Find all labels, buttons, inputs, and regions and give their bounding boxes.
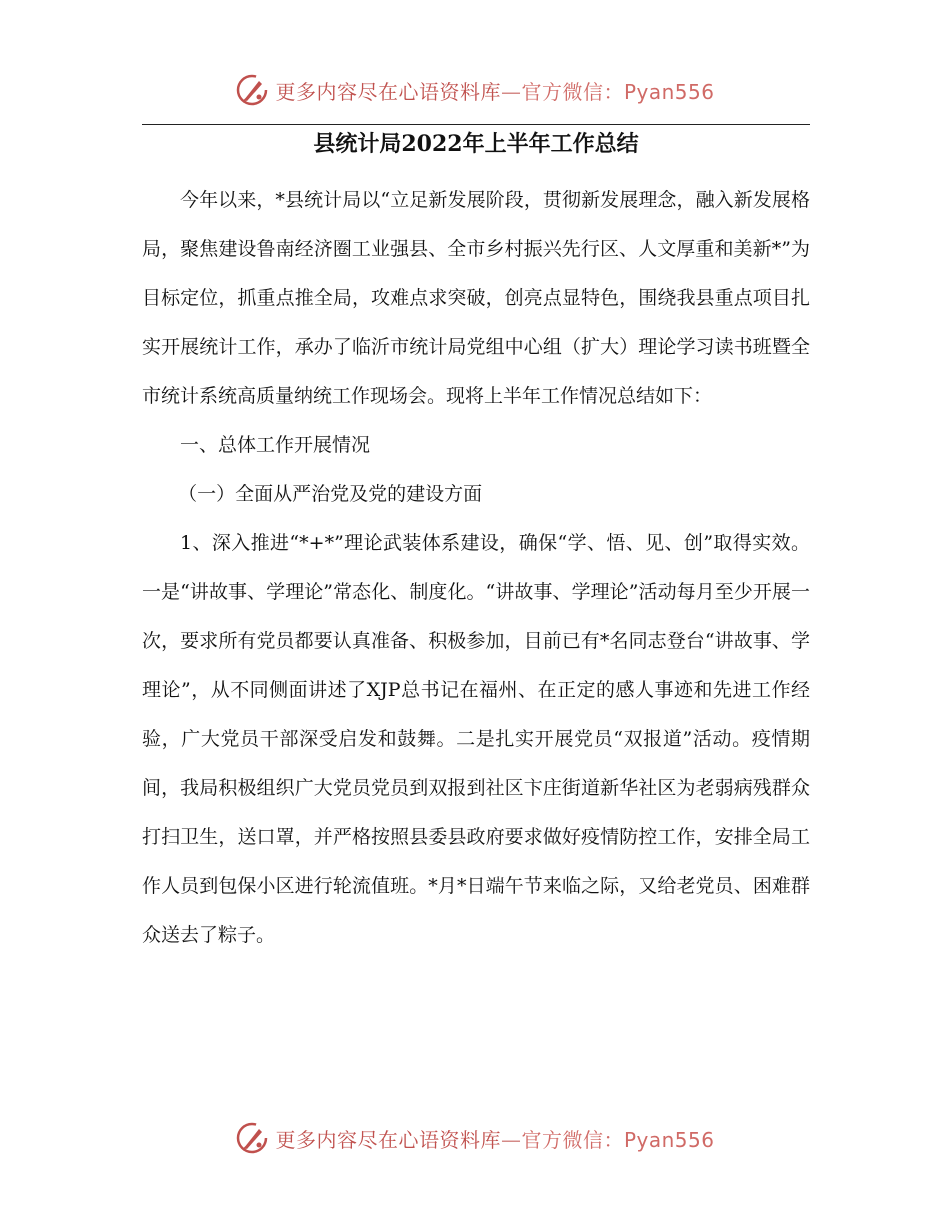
intro-paragraph: 今年以来，*县统计局以“立足新发展阶段，贯彻新发展理念，融入新发展格局，聚焦建设鲁南经济圈工业强县、全市乡村振兴先行区、人文厚重和美新*”为目标定位，抓重点推全局，攻难点求突破，创亮点显特色，围绕我县重点项目扎实开展统计工作，承办了临沂市统计局党组中心组（扩大）理论学习读书班暨全市统计系统高质量纳统工作现场会。现将上半年工作情况总结如下：	[142, 189, 810, 407]
quill-pen-seal-icon	[235, 1121, 269, 1155]
banner-separator: —	[500, 1127, 522, 1152]
banner-text	[275, 76, 714, 105]
banner-lead: 更多内容尽在心语资料库	[275, 79, 501, 104]
banner-text	[275, 1124, 714, 1153]
header-banner	[0, 70, 950, 110]
banner-lead: 更多内容尽在心语资料库	[275, 1127, 501, 1152]
section-heading: 一、总体工作开展情况	[180, 434, 371, 456]
document-title: 县统计局2022年上半年工作总结	[313, 131, 639, 157]
quill-pen-seal-icon	[235, 73, 269, 107]
document-body	[142, 176, 810, 960]
footer-banner	[0, 1118, 950, 1158]
subsection-heading: （一）全面从严治党及党的建设方面	[178, 483, 483, 505]
item-paragraph: 1、深入推进“*+*”理论武装体系建设，确保“学、悟、见、创”取得实效。一是“讲故事、学理论”常态化、制度化。“讲故事、学理论”活动每月至少开展一次，要求所有党员都要认真准备、积极参加，目前已有*名同志登台“讲故事、学理论”，从不同侧面讲述了XJP总书记在福州、在正定的感人事迹和先进工作经验，广大党员干部深受启发和鼓舞。二是扎实开展党员“双报道”活动。疫情期间，我局积极组织广大党员党员到双报到社区卞庄街道新华社区为老弱病残群众打扫卫生，送口罩，并严格按照县委县政府要求做好疫情防控工作，安排全局工作人员到包保小区进行轮流值班。*月*日端午节来临之际，又给老党员、困难群众送去了粽子。	[142, 532, 810, 946]
banner-separator: —	[500, 79, 522, 104]
header-rule	[142, 124, 810, 125]
banner-wechat: 官方微信：Pyan556	[521, 1127, 715, 1152]
banner-wechat: 官方微信：Pyan556	[521, 79, 715, 104]
